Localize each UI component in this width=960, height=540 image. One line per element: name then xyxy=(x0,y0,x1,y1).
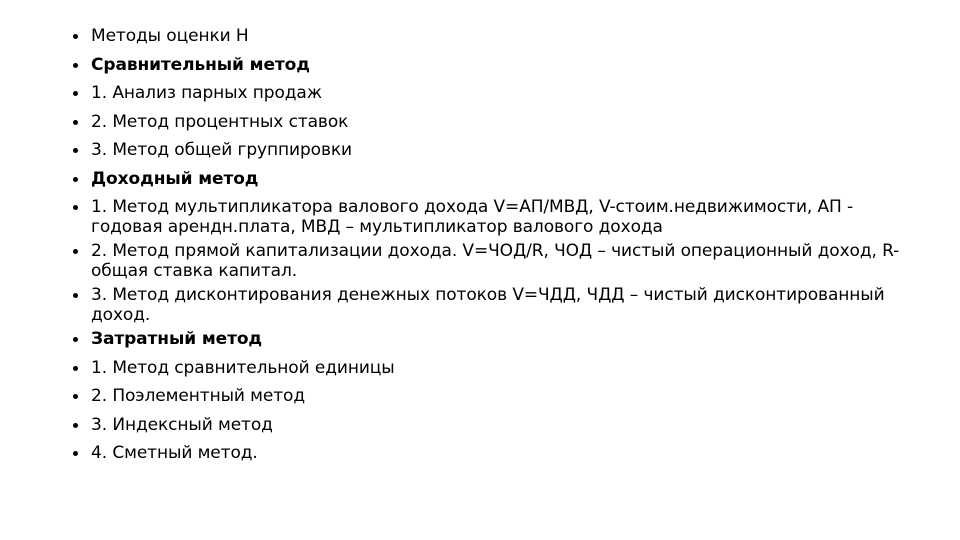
list-item-text: 3. Индексный метод xyxy=(91,414,273,435)
list-item xyxy=(72,241,902,281)
list-item xyxy=(72,197,902,237)
list-item-heading xyxy=(72,55,902,75)
list-item-text: Сравнительный метод xyxy=(91,54,310,75)
list-item-heading xyxy=(72,329,902,349)
list-item xyxy=(72,415,902,435)
bullet-icon xyxy=(73,293,78,298)
bullet-icon xyxy=(73,205,78,210)
bullet-icon xyxy=(73,366,78,371)
list-item xyxy=(72,285,902,325)
bullet-icon xyxy=(73,337,78,342)
bullet-icon xyxy=(73,249,78,254)
list-item xyxy=(72,443,902,463)
list-item-text: 3. Метод общей группировки xyxy=(91,140,353,160)
bullet-list xyxy=(72,26,902,472)
bullet-icon xyxy=(73,423,78,428)
list-item-text: 1. Метод сравнительной единицы xyxy=(91,357,395,378)
bullet-icon xyxy=(73,120,78,125)
list-item-text: Доходный метод xyxy=(91,168,259,189)
list-item-text: Затратный метод xyxy=(91,329,263,349)
list-item xyxy=(72,83,902,103)
bullet-icon xyxy=(73,91,78,96)
list-item xyxy=(72,386,902,406)
bullet-icon xyxy=(73,34,78,39)
bullet-icon xyxy=(73,63,78,68)
list-item-heading xyxy=(72,169,902,189)
bullet-icon xyxy=(73,177,78,182)
list-item-text: 1. Метод мультипликатора валового дохода V=АП/МВД, V-стоим.недвижимости, АП - годовая арендн.плата, МВД – мультипликатор валового дохода xyxy=(91,197,854,237)
list-item-text: 2. Поэлементный метод xyxy=(91,386,305,406)
list-item-text: 4. Сметный метод. xyxy=(91,443,258,463)
list-item-text: 3. Метод дисконтирования денежных потоков V=ЧДД, ЧДД – чистый дисконтированный доход. xyxy=(91,285,885,325)
bullet-icon xyxy=(73,394,78,399)
list-item-text: 1. Анализ парных продаж xyxy=(91,83,322,103)
list-item-text: 2. Метод прямой капитализации дохода. V=ЧОД/R, ЧОД – чистый операционный доход, R-общая ставка капитал. xyxy=(91,241,900,281)
bullet-icon xyxy=(73,148,78,153)
list-item xyxy=(72,112,902,132)
list-item-text: Методы оценки Н xyxy=(91,26,249,46)
list-item xyxy=(72,358,902,378)
list-item-text: 2. Метод процентных ставок xyxy=(91,111,349,132)
bullet-icon xyxy=(73,451,78,456)
list-item xyxy=(72,140,902,160)
list-item xyxy=(72,26,902,46)
